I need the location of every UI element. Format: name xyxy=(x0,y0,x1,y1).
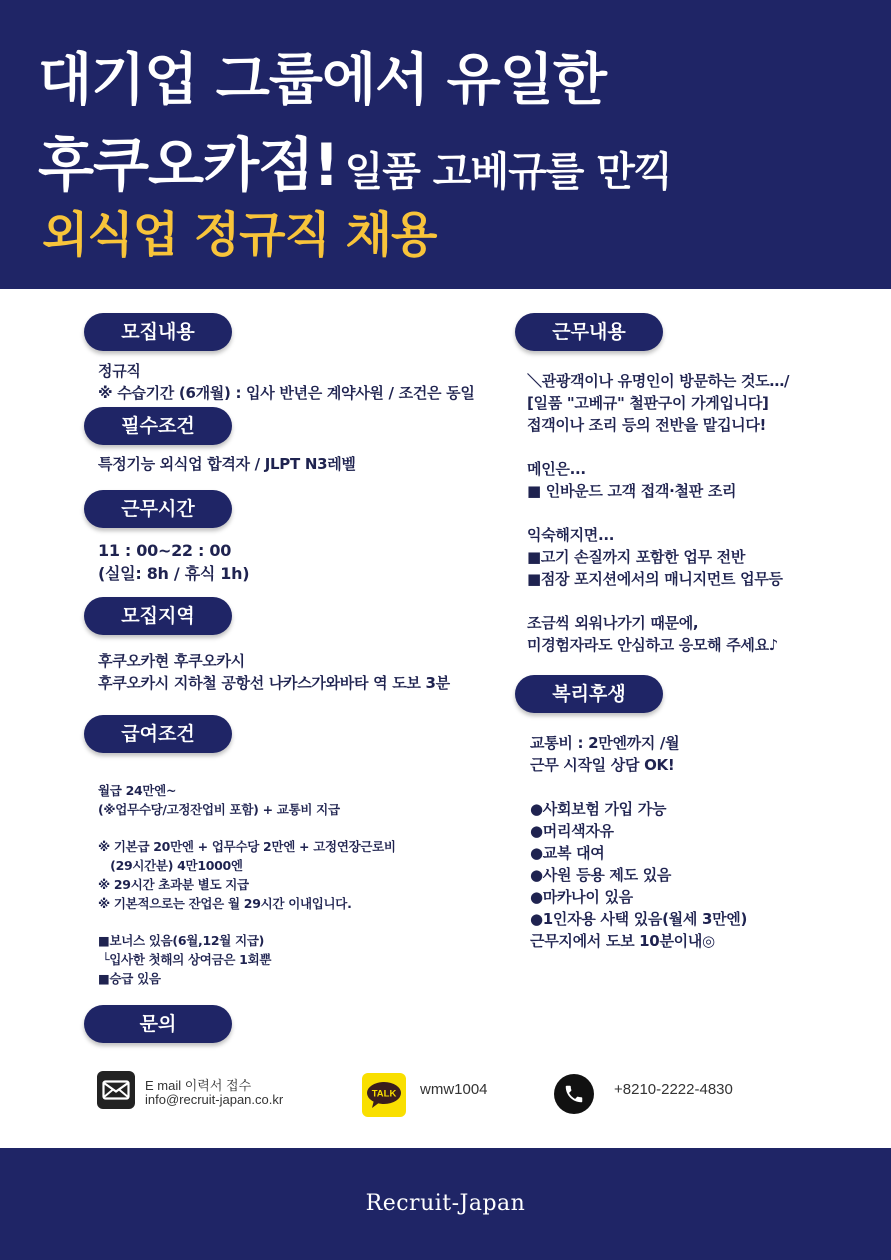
recruit-text xyxy=(98,360,475,404)
phone-number[interactable]: +8210-2222-4830 xyxy=(614,1081,733,1098)
text-line: └입사한 첫해의 상여금은 1회뿐 xyxy=(98,952,272,968)
text-line: 11 : 00~22 : 00 xyxy=(98,541,232,560)
text-line: ■고기 손질까지 포함한 업무 전반 xyxy=(527,548,746,566)
section-label-required: 필수조건 xyxy=(84,407,232,445)
headline-recruit-title: 외식업 정규직 채용 xyxy=(42,207,437,263)
text-line: 후쿠오카시 지하철 공항선 나카스가와바타 역 도보 3분 xyxy=(98,674,450,692)
text-line: ※ 수습기간 (6개월) : 입사 반년은 계약사원 / 조건은 동일 xyxy=(98,384,475,402)
text-line: 미경험자라도 안심하고 응모해 주세요♪ xyxy=(527,636,779,654)
text-line: ■점장 포지션에서의 매니지먼트 업무등 xyxy=(527,570,783,588)
email-address[interactable]: info@recruit-japan.co.kr xyxy=(145,1092,284,1107)
section-label-hours: 근무시간 xyxy=(84,490,232,528)
section-label-area: 모집지역 xyxy=(84,597,232,635)
text-line: ●머리색자유 xyxy=(530,822,614,840)
text-line xyxy=(98,820,396,839)
kakaotalk-id[interactable]: wmw1004 xyxy=(420,1081,488,1098)
text-line: 월급 24만엔~ xyxy=(98,783,177,798)
text-line: 익숙해지면... xyxy=(527,526,615,544)
welfare-text xyxy=(530,732,747,952)
text-line: ●마카나이 있음 xyxy=(530,888,633,906)
section-label-job: 근무내용 xyxy=(515,313,663,351)
text-line xyxy=(98,914,396,933)
section-label-recruit: 모집내용 xyxy=(84,313,232,351)
text-line: (실일: 8h / 휴식 1h) xyxy=(98,563,250,583)
salary-text xyxy=(98,782,396,989)
text-line: 특정기능 외식업 합격자 / JLPT N3레벨 xyxy=(98,455,356,473)
text-line: ※ 기본적으로는 잔업은 월 29시간 이내입니다. xyxy=(98,895,352,911)
headline-line-1: 대기업 그룹에서 유일한 xyxy=(38,48,606,113)
job-text xyxy=(527,370,789,656)
section-label-welfare: 복리후생 xyxy=(515,675,663,713)
text-line: 메인은... xyxy=(527,460,586,478)
text-line: ※ 기본급 20만엔 + 업무수당 2만엔 + 고정연장근로비 xyxy=(98,839,396,855)
text-line: ●사회보험 가입 가능 xyxy=(530,800,667,818)
text-line: 조금씩 외워나가기 때문에, xyxy=(527,614,699,632)
text-line xyxy=(527,590,789,612)
headline-line-2 xyxy=(38,118,672,202)
text-line: ■승급 있음 xyxy=(98,970,161,986)
headline-line-2-main: 후쿠오카점! xyxy=(38,131,339,199)
text-line: 교통비 : 2만엔까지 /월 xyxy=(530,734,680,752)
kakaotalk-icon[interactable] xyxy=(362,1073,406,1117)
text-line: [일품 "고베규" 철판구이 가게입니다] xyxy=(527,394,769,412)
text-line: 근무 시작일 상담 OK! xyxy=(530,756,675,774)
text-line: (29시간분) 4만1000엔 xyxy=(98,858,243,874)
kakaotalk-badge-text: TALK xyxy=(371,1088,397,1100)
text-line: ＼관광객이나 유명인이 방문하는 것도…/ xyxy=(527,372,790,390)
text-line: 정규직 xyxy=(98,362,141,380)
area-text xyxy=(98,650,450,694)
mail-icon[interactable] xyxy=(97,1071,135,1109)
text-line: 접객이나 조리 등의 전반을 맡깁니다! xyxy=(527,416,767,434)
text-line: ●사원 등용 제도 있음 xyxy=(530,866,672,884)
text-line: ■ 인바운드 고객 접객·철판 조리 xyxy=(527,482,737,500)
footer-brand: Recruit-Japan xyxy=(365,1191,526,1216)
text-line: 후쿠오카현 후쿠오카시 xyxy=(98,652,245,670)
headline-line-2-sub: 일품 고베규를 만끽 xyxy=(344,149,672,195)
text-line: ●교복 대여 xyxy=(530,844,605,862)
phone-icon[interactable] xyxy=(554,1074,594,1114)
email-label: E mail 이력서 접수 xyxy=(145,1078,252,1093)
required-text xyxy=(98,453,356,475)
text-line: ※ 29시간 초과분 별도 지급 xyxy=(98,876,249,892)
text-line xyxy=(530,776,747,798)
text-line xyxy=(527,502,789,524)
text-line: 근무지에서 도보 10분이내◎ xyxy=(530,932,715,950)
text-line: (※업무수당/고정잔업비 포함) + 교통비 지급 xyxy=(98,801,340,817)
text-line: ■보너스 있음(6월,12월 지급) xyxy=(98,933,265,949)
hours-text xyxy=(98,540,249,585)
section-label-salary: 급여조건 xyxy=(84,715,232,753)
text-line xyxy=(527,436,789,458)
section-label-contact: 문의 xyxy=(84,1005,232,1043)
text-line: ●1인자용 사택 있음(월세 3만엔) xyxy=(530,910,748,928)
